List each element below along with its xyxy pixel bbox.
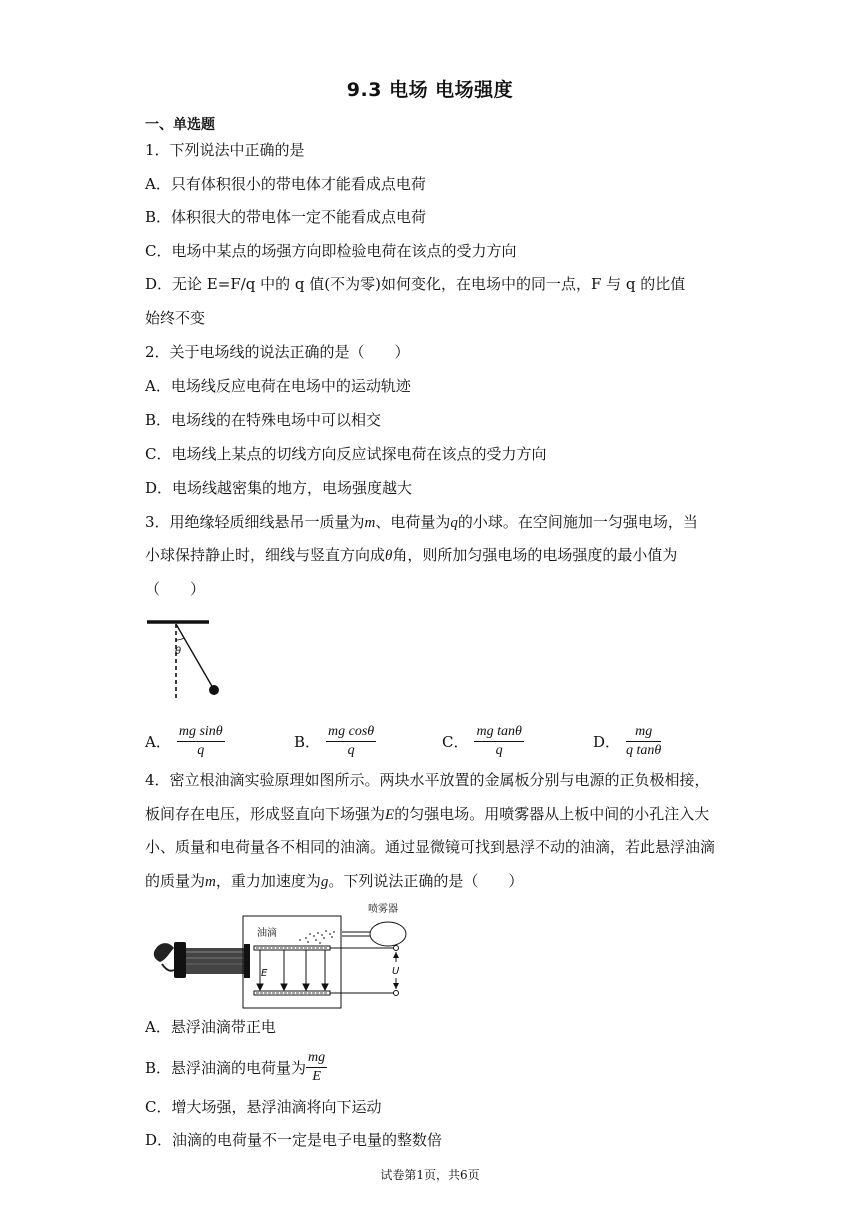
q3-stem-line1	[145, 512, 698, 533]
q4-var-g: g	[320, 874, 329, 890]
q3-option-label: D．	[593, 733, 621, 751]
millikan-apparatus-figure	[148, 900, 418, 1010]
fraction-denominator: E	[312, 1069, 321, 1084]
q3-option-label: B．	[294, 733, 321, 751]
q4-text: 的匀强电场。用喷雾器从上板中间的小孔注入大	[394, 805, 710, 823]
q4-text: 板间存在电压，形成竖直向下场强为	[145, 805, 386, 823]
q3-option-label: C．	[442, 733, 469, 751]
theta-label: θ	[175, 646, 182, 657]
q3-option-d	[593, 724, 661, 759]
q1-option-c: C．电场中某点的场强方向即检验电荷在该点的受力方向	[145, 242, 517, 260]
q4-option-b-text: B．悬浮油滴的电荷量为	[145, 1058, 307, 1077]
q4-stem-line2	[145, 804, 709, 825]
microscope-icon	[174, 942, 186, 978]
q3-option-label: A．	[145, 733, 171, 751]
q4-option-b	[145, 1050, 327, 1085]
fraction-numerator: mg sinθ	[178, 724, 223, 739]
q3-option-c	[442, 724, 524, 759]
q1-option-d-line1: D．无论 E=F/q 中的 q 值(不为零)如何变化，在电场中的同一点，F 与 q 的比值	[145, 275, 686, 293]
q2-option-b: B．电场线的在特殊电场中可以相交	[145, 411, 382, 429]
q1-option-d-line2: 始终不变	[145, 309, 206, 327]
fraction-numerator: mg tanθ	[476, 724, 522, 739]
q4-text: 的质量为	[145, 872, 206, 890]
q3-var-q: q	[450, 515, 458, 531]
q3-option-fraction	[474, 724, 523, 759]
oil-drop-label: 油滴	[257, 928, 277, 939]
fraction-denominator: q tanθ	[626, 743, 662, 758]
q3-text: 小球保持静止时，细线与竖直方向成	[145, 546, 386, 564]
q4-stem-line3: 小、质量和电荷量各不相同的油滴。通过显微镜可找到悬浮不动的油滴，若此悬浮油滴	[145, 838, 716, 856]
q1-option-b: B．体积很大的带电体一定不能看成点电荷	[145, 208, 427, 226]
pendulum-figure	[145, 618, 235, 703]
q2-stem: 2．关于电场线的说法正确的是（ ）	[145, 343, 410, 361]
q4-option-a: A．悬浮油滴带正电	[145, 1018, 276, 1036]
fraction-numerator: mg	[635, 724, 653, 739]
q2-option-c: C．电场线上某点的切线方向反应试探电荷在该点的受力方向	[145, 445, 547, 463]
q4-option-b-fraction	[306, 1050, 327, 1085]
q4-text: ，重力加速度为	[215, 872, 321, 890]
q4-option-c: C．增大场强，悬浮油滴将向下运动	[145, 1098, 382, 1116]
q3-text: 的小球。在空间施加一匀强电场，当	[457, 513, 698, 531]
q4-var-m: m	[205, 874, 216, 890]
fraction-numerator: mg cosθ	[328, 724, 375, 739]
page-footer: 试卷第1页，共6页	[380, 1168, 480, 1182]
page-title: 9.3 电场 电场强度	[346, 79, 514, 101]
field-e-label: E	[261, 968, 268, 979]
q4-var-e: E	[385, 807, 395, 823]
section-heading: 一、单选题	[145, 117, 215, 133]
fraction-denominator: q	[347, 743, 355, 758]
voltage-u-label: U	[392, 966, 400, 977]
eye-icon	[154, 943, 174, 962]
q3-stem-line2	[145, 545, 677, 566]
q3-option-fraction	[326, 724, 376, 759]
sprayer-label: 喷雾器	[368, 904, 398, 915]
q3-text: 角，则所加匀强电场的电场强度的最小值为	[392, 546, 678, 564]
q3-var-theta: θ	[385, 548, 393, 564]
q4-stem-line1: 4．密立根油滴实验原理如图所示。两块水平放置的金属板分别与电源的正负极相接，	[145, 771, 710, 789]
q3-stem-line3: （ ）	[145, 580, 206, 598]
q2-option-d: D．电场线越密集的地方，电场强度越大	[145, 479, 413, 497]
q3-text: 、电荷量为	[375, 513, 451, 531]
q3-text: 3．用绝缘轻质细线悬吊一质量为	[145, 513, 365, 531]
q3-option-fraction	[177, 724, 225, 759]
q4-text: 。下列说法正确的是（ ）	[328, 872, 524, 890]
q2-option-a: A．电场线反应电荷在电场中的运动轨迹	[145, 377, 411, 395]
q4-stem-line4	[145, 871, 523, 892]
fraction-denominator: q	[197, 743, 205, 758]
q3-option-b	[294, 724, 376, 759]
q3-option-fraction	[626, 724, 661, 759]
q3-var-m: m	[364, 515, 376, 531]
q3-option-a	[145, 724, 225, 759]
fraction-numerator: mg	[308, 1050, 326, 1065]
q1-option-a: A．只有体积很小的带电体才能看成点电荷	[145, 175, 426, 193]
q1-stem: 1．下列说法中正确的是	[145, 141, 305, 159]
fraction-denominator: q	[495, 743, 503, 758]
q4-option-d: D．油滴的电荷量不一定是电子电量的整数倍	[145, 1131, 443, 1149]
